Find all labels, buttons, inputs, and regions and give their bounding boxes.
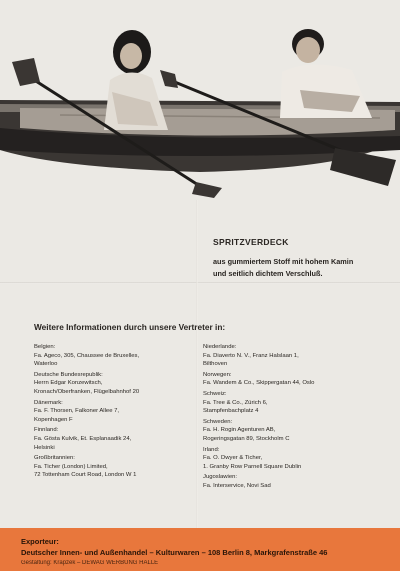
country-label: Schweden: (203, 418, 233, 425)
exporter-address: Deutscher Innen- und Außenhandel – Kulturwaren – 108 Berlin 8, Markgrafenstraße 46 (21, 548, 328, 557)
country-label: Deutsche Bundesrepublik: (34, 371, 103, 378)
address-line: Bilthoven (203, 361, 228, 368)
address-line: Fa. F. Thorsen, Falkoner Allee 7, (34, 408, 120, 415)
country-label: Schweiz: (203, 390, 227, 397)
address-line: Kopenhagen F (34, 416, 73, 423)
address-line: Kronach/Oberfranken, Flügelbahnhof 20 (34, 388, 140, 395)
country-label: Jugoslawien: (203, 474, 238, 481)
paper-crease (196, 180, 198, 530)
country-label: Belgien: (34, 344, 56, 350)
country-label: Großbritannien: (34, 455, 75, 462)
address-line: Fa. Ticher (London) Limited, (34, 463, 108, 470)
representative-entry (203, 343, 383, 369)
caption-line: aus gummiertem Stoff mit hohem Kamin (213, 257, 354, 266)
address-line: Rogeringsgatan 89, Stockholm C (203, 435, 290, 442)
address-line: Waterloo (34, 361, 58, 368)
representative-entry (34, 371, 194, 397)
address-line: Fa. H. Rogin Agenturen AB, (203, 427, 276, 434)
country-label: Irland: (203, 446, 220, 453)
address-line: 72 Tottenham Court Road, London W 1 (34, 472, 137, 479)
printer-note: Gestaltung: Krapzek – DEWAG WERBUNG HALLE (21, 560, 159, 566)
representatives-left-column (34, 343, 194, 482)
address-line: Fa. Diaverto N. V., Franz Halslaan 1, (203, 352, 299, 359)
representative-entry (34, 399, 194, 425)
kayak-photo (0, 0, 400, 200)
representative-entry (203, 473, 383, 490)
address-line: Stampfenbachplatz 4 (203, 408, 259, 415)
address-line: Fa. O. Dwyer & Ticher, (203, 455, 263, 462)
representative-entry (203, 418, 383, 444)
address-line: Fa. Tree & Co., Zürich 6, (203, 399, 268, 406)
country-label: Niederlande: (203, 344, 237, 350)
representative-entry (203, 390, 383, 416)
caption-text (213, 256, 393, 280)
caption-line: und seitlich dichtem Verschluß. (213, 269, 323, 278)
address-line: Fa. Wandem & Co., Skippergatan 44, Oslo (203, 380, 315, 387)
exporter-footer (0, 528, 400, 571)
address-line: 1. Granby Row Parnell Square Dublin (203, 463, 302, 470)
caption-heading: SPRITZVERDECK (213, 237, 289, 247)
exporter-label: Exporteur: (21, 537, 59, 546)
paper-fold-line (0, 282, 400, 284)
address-line: Fa. Interservice, Novi Sad (203, 482, 271, 489)
representative-entry (34, 343, 194, 369)
representative-entry (34, 454, 194, 480)
representative-entry (203, 446, 383, 472)
address-line: Helsinki (34, 444, 55, 451)
representatives-heading: Weitere Informationen durch unsere Vertreter in: (34, 322, 226, 332)
address-line: Fa. Ageco, 305, Chaussee de Bruxelles, (34, 352, 140, 359)
country-label: Norwegen: (203, 371, 232, 378)
country-label: Dänemark: (34, 399, 63, 406)
address-line: Fa. Gösta Kulvik, Et. Esplanaadik 24, (34, 435, 132, 442)
representatives-right-column (203, 343, 383, 493)
country-label: Finnland: (34, 427, 59, 434)
representative-entry (203, 371, 383, 388)
address-line: Herrn Edgar Konzewitsch, (34, 380, 103, 387)
representative-entry (34, 426, 194, 452)
